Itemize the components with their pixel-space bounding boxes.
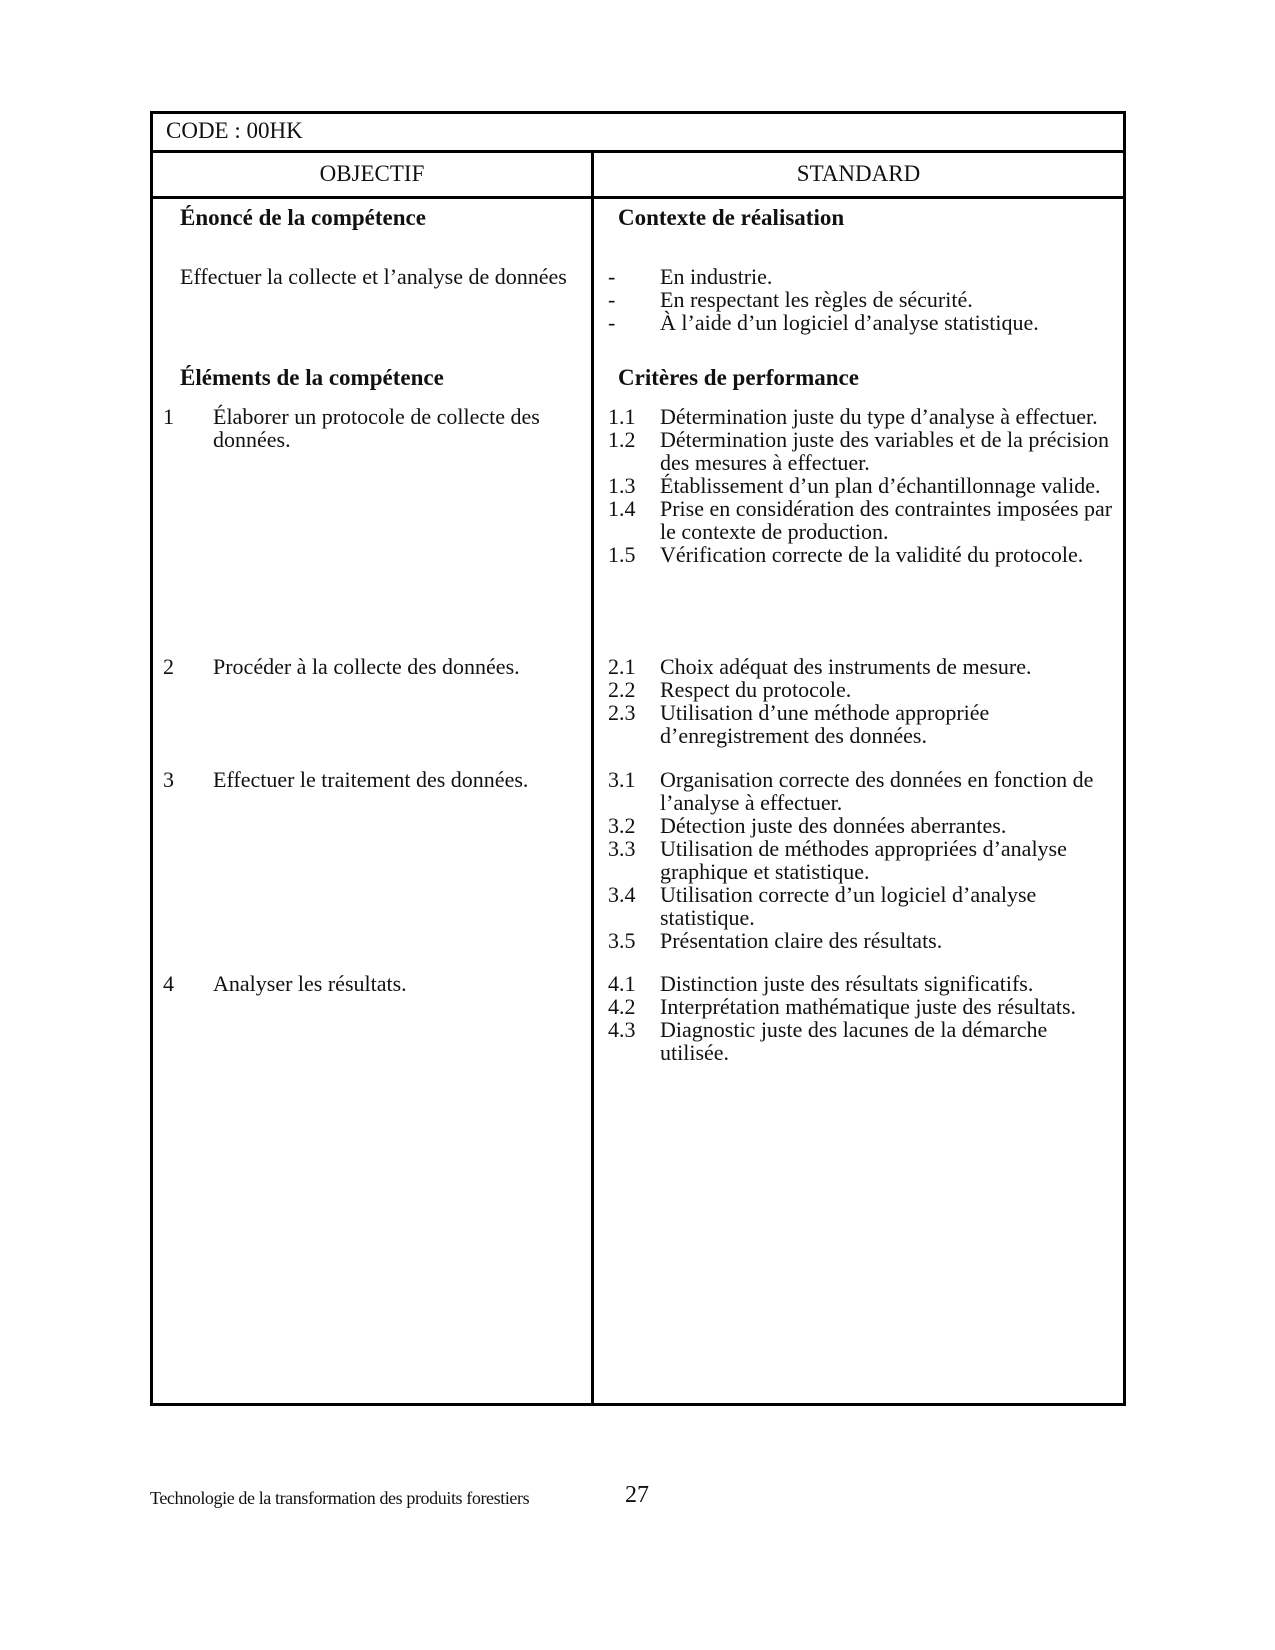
contexte-item [608, 288, 1118, 311]
critere-text: Détection juste des données aberrantes. [660, 813, 1007, 838]
critere-number: 1.1 [608, 404, 636, 429]
critere-item [608, 995, 1118, 1018]
critere-number: 4.2 [608, 994, 636, 1019]
critere-text: Présentation claire des résultats. [660, 928, 943, 953]
bullet-dash: - [608, 287, 616, 312]
critere-number: 3.4 [608, 882, 636, 907]
critere-text: Diagnostic juste des lacunes de la démarche utilisée. [660, 1017, 1048, 1065]
contexte-text: En respectant les règles de sécurité. [660, 287, 973, 312]
criteres-heading: Critères de performance [618, 365, 859, 390]
column-header-objectif: OBJECTIF [319, 161, 425, 186]
critere-number: 3.2 [608, 813, 636, 838]
column-divider [591, 153, 594, 1403]
critere-text: Utilisation d’une méthode appropriée d’enregistrement des données. [660, 700, 990, 748]
critere-item [608, 428, 1118, 474]
criteres-group-2 [608, 655, 1118, 747]
criteres-group-3 [608, 768, 1118, 952]
contexte-item [608, 311, 1118, 334]
critere-number: 1.2 [608, 427, 636, 452]
critere-number: 3.3 [608, 836, 636, 861]
page-number: 27 [625, 1482, 649, 1508]
critere-item [608, 543, 1118, 566]
contexte-item [608, 265, 1118, 288]
critere-text: Établissement d’un plan d’échantillonnage valide. [660, 473, 1101, 498]
critere-text: Utilisation de méthodes appropriées d’analyse graphique et statistique. [660, 836, 1067, 884]
critere-item [608, 929, 1118, 952]
critere-number: 2.2 [608, 677, 636, 702]
element-number: 3 [163, 767, 174, 792]
competency-table [150, 111, 1126, 1406]
element-text: Analyser les résultats. [213, 971, 407, 996]
critere-number: 4.1 [608, 971, 636, 996]
critere-item [608, 883, 1118, 929]
element-text: Élaborer un protocole de collecte des données. [213, 404, 540, 452]
critere-number: 3.5 [608, 928, 636, 953]
enonce-text: Effectuer la collecte et l’analyse de données [180, 264, 567, 289]
critere-number: 1.3 [608, 473, 636, 498]
contexte-text: À l’aide d’un logiciel d’analyse statistique. [660, 310, 1039, 335]
element-number: 4 [163, 971, 174, 996]
enonce-heading: Énoncé de la compétence [180, 205, 426, 230]
critere-item [608, 678, 1118, 701]
critere-item [608, 474, 1118, 497]
contexte-list [608, 265, 1118, 334]
critere-item [608, 837, 1118, 883]
bullet-dash: - [608, 310, 616, 335]
element-text: Effectuer le traitement des données. [213, 767, 529, 792]
critere-text: Respect du protocole. [660, 677, 852, 702]
elements-heading: Éléments de la compétence [180, 365, 444, 390]
criteres-group-4 [608, 972, 1118, 1064]
column-header-standard: STANDARD [796, 161, 921, 186]
critere-text: Vérification correcte de la validité du protocole. [660, 542, 1084, 567]
critere-text: Choix adéquat des instruments de mesure. [660, 654, 1032, 679]
critere-number: 2.3 [608, 700, 636, 725]
critere-item [608, 405, 1118, 428]
element-number: 1 [163, 404, 174, 429]
footer-program-title: Technologie de la transformation des produits forestiers [150, 1488, 530, 1508]
critere-text: Organisation correcte des données en fonction de l’analyse à effectuer. [660, 767, 1094, 815]
critere-item [608, 701, 1118, 747]
element-text: Procéder à la collecte des données. [213, 654, 520, 679]
critere-number: 1.5 [608, 542, 636, 567]
critere-text: Distinction juste des résultats significatifs. [660, 971, 1034, 996]
critere-item [608, 972, 1118, 995]
critere-number: 3.1 [608, 767, 636, 792]
code-row [153, 114, 1123, 153]
critere-item [608, 1018, 1118, 1064]
critere-text: Interprétation mathématique juste des résultats. [660, 994, 1077, 1019]
critere-number: 4.3 [608, 1017, 636, 1042]
critere-text: Détermination juste des variables et de la précision des mesures à effectuer. [660, 427, 1110, 475]
critere-text: Utilisation correcte d’un logiciel d’analyse statistique. [660, 882, 1037, 930]
critere-number: 1.4 [608, 496, 636, 521]
contexte-text: En industrie. [660, 264, 773, 289]
critere-item [608, 655, 1118, 678]
column-header-row [153, 153, 1123, 199]
criteres-group-1 [608, 405, 1118, 566]
critere-text: Prise en considération des contraintes imposées par le contexte de production. [660, 496, 1113, 544]
competency-code: CODE : 00HK [166, 118, 303, 143]
critere-item [608, 814, 1118, 837]
contexte-heading: Contexte de réalisation [618, 205, 845, 230]
critere-item [608, 497, 1118, 543]
critere-text: Détermination juste du type d’analyse à effectuer. [660, 404, 1098, 429]
bullet-dash: - [608, 264, 616, 289]
critere-item [608, 768, 1118, 814]
element-number: 2 [163, 654, 174, 679]
critere-number: 2.1 [608, 654, 636, 679]
